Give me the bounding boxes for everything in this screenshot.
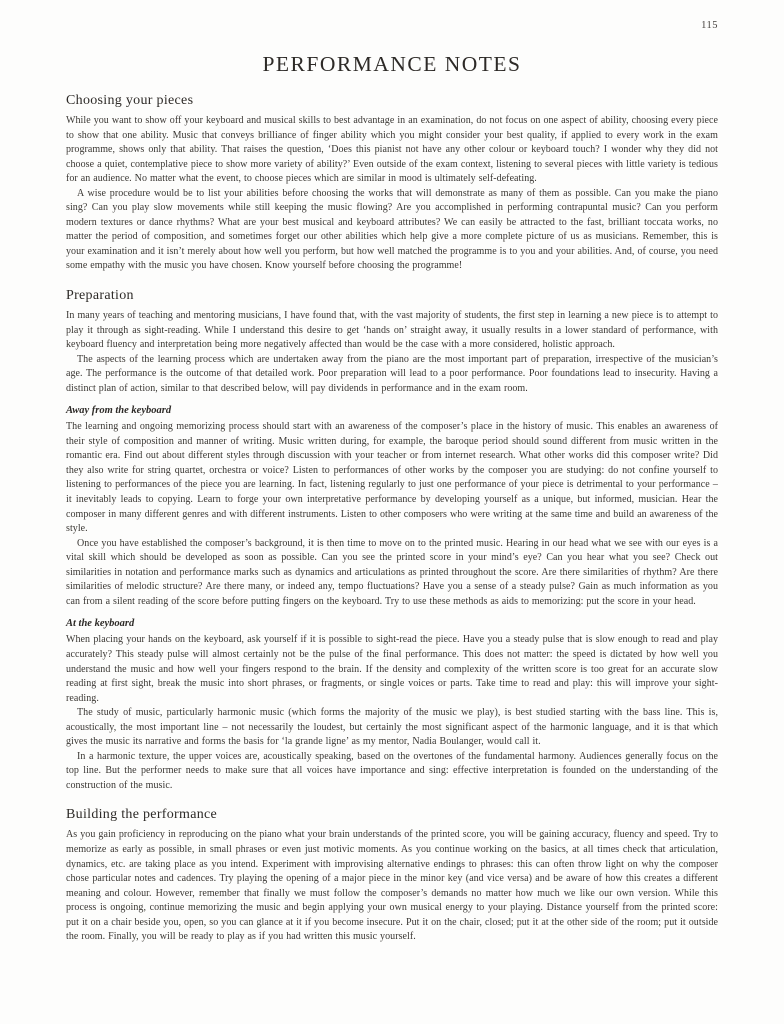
section-heading-building-the-performance: Building the performance bbox=[66, 807, 218, 823]
paragraph: As you gain proficiency in reproducing on the piano what your brain understands of the printed score, you will be gaining accuracy, fluency and speed. Try to memorize as early as possible, in small phrases or even just motivic moments. As you continue working on the basics, at all times check that articulation, dynamics, etc. are taking place as you intend. Experiment with improvising alternative endings to phrases: this can often throw light on why the composer chose particular notes and cadences. Try playing the opening of a major piece in the minor key (and vice versa) and be aware of how this creates a different meaning and colour. However, remember that finally we must follow the composer’s demands no matter how much we like our own version. While this process is ongoing, continue memorizing the music and begin applying your own musical energy to your playing. Distance yourself from the printed score: put it on a chair beside you, open, so you can glance at it if you become insecure. Put it on the chair, closed; put it at the other side of the room; put it outside the room. Finally, you will be ready to play as if you had written this music yourself. bbox=[66, 829, 718, 943]
subsection-heading-at-the-keyboard: At the keyboard bbox=[66, 618, 135, 630]
paragraph: The aspects of the learning process which are undertaken away from the piano are the most important part of preparation, irrespective of the musician’s age. The performance is the outcome of that detailed work. Poor preparation will lead to a poor performance. Poor foundations lead to insecurity. Having a distinct plan of action, similar to that described below, will pay dividends in performance and in the exam room. bbox=[66, 353, 718, 394]
paragraph: The learning and ongoing memorizing process should start with an awareness of the composer’s place in the history of music. This enables an awareness of their style of composition and manner of writing. Music written during, for example, the baroque period should sound different from music written in the romantic era. Find out about different styles through discussion with your teacher or from internet research. What other works did this composer write? Did they also write for string quartet, orchestra or voice? Listen to performances of other works by the composer you are studying: do not confine yourself to listening to performances of the piece you are learning. In fact, listening regularly to just one performance of your piece is detrimental to your performance – it inevitably leads to copying. Learn to forge your own interpretative performance by developing yourself as a unique, but informed, musician. Hear the composer in many different genres and with different instruments. Listen to other composers who were writing at the same time and build an awareness of the style. bbox=[66, 421, 718, 535]
section-heading-choosing-your-pieces: Choosing your pieces bbox=[66, 93, 194, 108]
subsection-heading-away-from-the-keyboard: Away from the keyboard bbox=[66, 405, 172, 417]
paragraph: In a harmonic texture, the upper voices are, acoustically speaking, based on the overtones of the fundamental harmony. Audiences generally focus on the top line. But the performer needs to make sure that all voices have importance and sing: effective interpretation is founded on the understanding of the construction of the music. bbox=[66, 750, 718, 791]
paragraph: While you want to show off your keyboard and musical skills to best advantage in an examination, do not focus on one aspect of ability, choosing every piece to show that one ability. Music that conveys brilliance of finger ability which you might consider your best quality, if applied to every work in the exam programme, shows only that ability. That raises the question, ‘Does this pianist not have any other colour or keyboard touch? I wonder why they did not choose a quiet, contemplative piece to show more variety of ability?’ Even outside of the exam context, listening to several pieces with little variety is tedious for an audience. No matter what the event, to choose pieces which are similar in mood is ultimately self-defeating. bbox=[66, 115, 718, 185]
page-title: PERFORMANCE NOTES bbox=[262, 52, 522, 76]
paragraph: Once you have established the composer’s background, it is then time to move on to the printed music. Hearing in our head what we see with our eyes is a vital skill which should be developed as soon as possible. Can you see the printed score in your mind’s eye? Can you hear what you see? Check out similarities in notation and performance marks such as dynamics and articulations as printed throughout the score. Are there similarities of rhythm? Are there similarities of melodic structure? Are there many, or indeed any, tempo fluctuations? Have you a sense of a steady pulse? Gain as much information as you can from a silent reading of the score before putting fingers on the keyboard. Try to use these methods as aids to memorizing: put the score in your head. bbox=[66, 537, 718, 607]
section-heading-preparation: Preparation bbox=[66, 288, 134, 304]
page-number: 115 bbox=[701, 20, 718, 31]
section-choosing-your-pieces bbox=[66, 93, 718, 274]
section-preparation bbox=[66, 288, 718, 793]
section-building-the-performance bbox=[66, 807, 718, 944]
paragraph: The study of music, particularly harmonic music (which forms the majority of the music we play), is best studied starting with the bass line. This is, acoustically, the most important line – not necessarily the loudest, but certainly the most significant aspect of the harmonic language, and it is that which gives the music its narrative and forms the basis for ‘la grande ligne’ as my mentor, Nadia Boulanger, would call it. bbox=[66, 707, 718, 748]
paragraph: A wise procedure would be to list your abilities before choosing the works that will demonstrate as many of them as possible. Can you make the piano sing? Can you play slow movements while still keeping the music flowing? Are you accomplished in performing contrapuntal music? Can you perform modern textures or dance rhythms? What are your best musical and keyboard attributes? We can easily be attracted to the fast, brilliant toccata works, no matter the period of composition, and sometimes forget our other abilities which help give a more complete picture of us as musicians. Remember, this is your examination and it isn’t merely about how well you perform, but how well matched the programme is to you and your abilities. And, of course, you need some empathy with the music you have chosen. Know yourself before choosing the programme! bbox=[66, 187, 718, 272]
paragraph: In many years of teaching and mentoring musicians, I have found that, with the vast majority of students, the first step in learning a new piece is to attempt to play it through as sight-reading. While I understand this desire to get ‘hands on’ straight away, it usually results in a lower standard of performance, with keyboard fluency and interpretation being more negatively affected than would be the case with a more considered, holistic approach. bbox=[66, 310, 718, 351]
paragraph: When placing your hands on the keyboard, ask yourself if it is possible to sight-read the piece. Have you a steady pulse that is slow enough to read and play accurately? This steady pulse will almost certainly not be the pulse of the final performance. This does not matter: the speed is dictated by how well you understand the music and how well your fingers respond to the brain. If the density and complexity of the written score is too great for an accurate slow reading at first sight, break the music into short phrases, or fragments, or single voices or parts. Take time to read and play: this will improve your sight-reading. bbox=[66, 634, 718, 704]
